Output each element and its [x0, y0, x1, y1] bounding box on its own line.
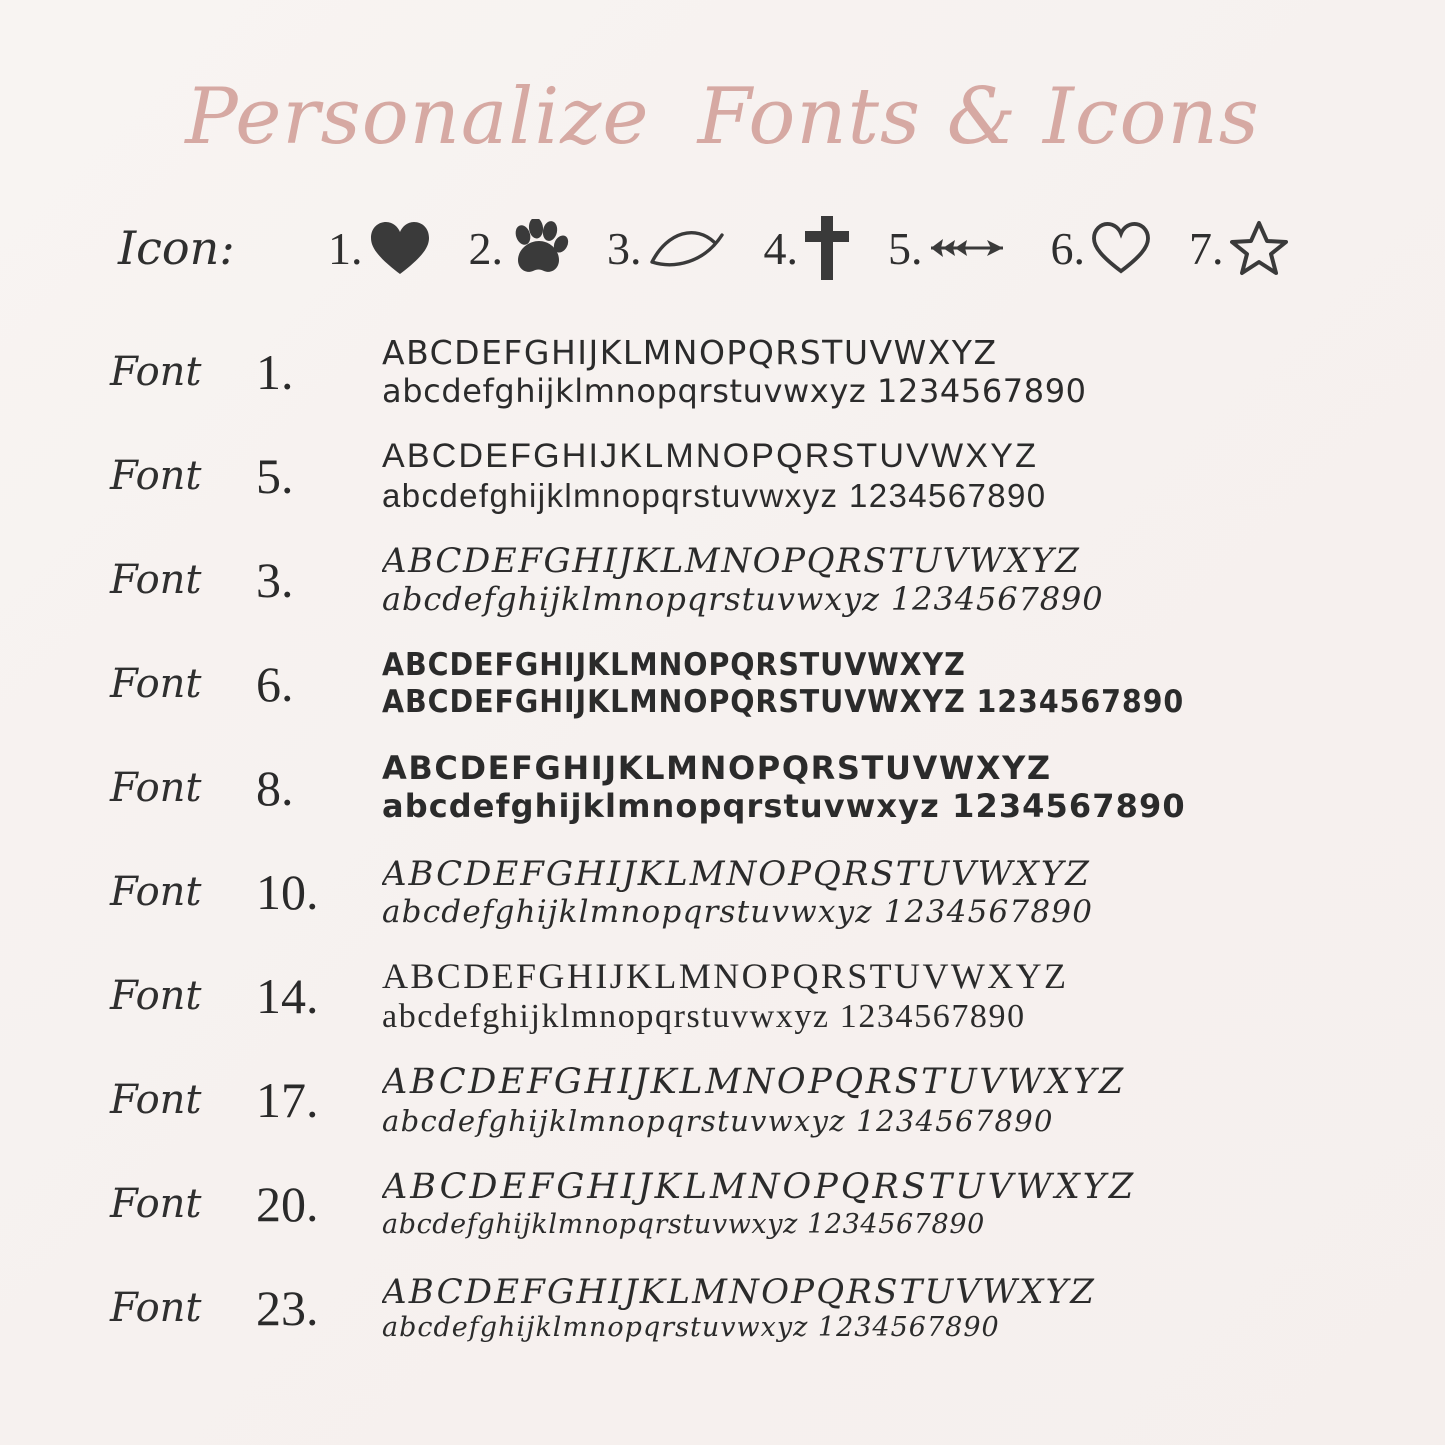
page-title-part1: Personalize: [185, 72, 650, 162]
font-sample-uppercase: ABCDEFGHIJKLMNOPQRSTUVWXYZ: [382, 750, 1052, 788]
icon-option-6-number: 6.: [1050, 222, 1085, 274]
font-sample-lowercase: abcdefghijklmnopqrstuvwxyz 1234567890: [382, 1312, 1000, 1344]
font-row-number: 17.: [256, 1072, 319, 1128]
page-title: [0, 72, 1445, 162]
font-row-label: Font: [110, 1181, 202, 1227]
font-sample-lowercase: abcdefghijklmnopqrstuvwxyz 1234567890: [382, 1208, 985, 1240]
icon-option-7[interactable]: [1189, 220, 1288, 276]
font-row-number: 5.: [256, 448, 294, 504]
font-sample-lowercase: abcdefghijklmnopqrstuvwxyz 1234567890: [382, 998, 1026, 1036]
font-row-label: Font: [110, 1077, 202, 1123]
icon-option-4[interactable]: [764, 216, 851, 280]
font-row[interactable]: [110, 528, 1355, 632]
font-sample-uppercase: ABCDEFGHIJKLMNOPQRSTUVWXYZ: [382, 1272, 1097, 1313]
font-sample-lowercase: abcdefghijklmnopqrstuvwxyz 1234567890: [382, 371, 1087, 410]
heart-filled-icon: [369, 220, 431, 276]
font-row-label: Font: [110, 661, 202, 707]
font-row[interactable]: [110, 424, 1355, 528]
font-sample-uppercase: ABCDEFGHIJKLMNOPQRSTUVWXYZ: [382, 541, 1081, 582]
font-row[interactable]: [110, 840, 1355, 944]
font-row[interactable]: [110, 1048, 1355, 1152]
font-row-number: 10.: [256, 864, 319, 920]
font-sample: [382, 647, 1355, 720]
page-title-part2: Fonts & Icons: [697, 72, 1260, 162]
font-sample-lowercase: abcdefghijklmnopqrstuvwxyz 1234567890: [382, 580, 1104, 619]
font-row-label: Font: [110, 349, 202, 395]
font-sample: [382, 955, 1355, 1038]
font-sample: [382, 1062, 1355, 1138]
font-options-list: [110, 320, 1355, 1360]
icon-option-2[interactable]: [469, 219, 570, 277]
font-sample-lowercase: ABCDEFGHIJKLMNOPQRSTUVWXYZ 1234567890: [382, 684, 1185, 720]
font-row[interactable]: [110, 1152, 1355, 1256]
icon-option-3-number: 3.: [607, 222, 642, 274]
font-sample: [382, 334, 1355, 411]
font-sample-uppercase: ABCDEFGHIJKLMNOPQRSTUVWXYZ: [382, 853, 1091, 894]
font-row-label: Font: [110, 869, 202, 915]
icon-option-5[interactable]: [888, 222, 1013, 275]
font-sample: [382, 436, 1355, 515]
font-sample-uppercase: ABCDEFGHIJKLMNOPQRSTUVWXYZ: [382, 437, 1039, 476]
font-sample-lowercase: abcdefghijklmnopqrstuvwxyz 1234567890: [382, 893, 1094, 930]
icon-option-3[interactable]: [607, 222, 726, 275]
font-sample: [382, 854, 1355, 931]
icon-option-6[interactable]: [1051, 221, 1152, 275]
font-sample: [382, 1272, 1355, 1344]
font-sample-uppercase: ABCDEFGHIJKLMNOPQRSTUVWXYZ: [382, 647, 966, 684]
paw-print-icon: [509, 219, 569, 277]
font-sample-lowercase: abcdefghijklmnopqrstuvwxyz 1234567890: [382, 476, 1047, 514]
icon-option-2-number: 2.: [468, 222, 503, 274]
icon-options-row: [118, 216, 1338, 280]
star-outline-icon: [1230, 220, 1288, 276]
font-row-label: Font: [110, 453, 202, 499]
font-row[interactable]: [110, 736, 1355, 840]
font-sample-uppercase: ABCDEFGHIJKLMNOPQRSTUVWXYZ: [382, 333, 998, 372]
font-row-label: Font: [110, 1285, 202, 1331]
icon-row-label: Icon:: [118, 221, 235, 275]
font-row-label: Font: [110, 765, 202, 811]
font-sample-uppercase: ABCDEFGHIJKLMNOPQRSTUVWXYZ: [382, 1062, 1126, 1103]
font-row[interactable]: [110, 320, 1355, 424]
font-sample: [382, 541, 1355, 619]
fish-icon: [648, 225, 726, 271]
font-row-number: 20.: [256, 1176, 319, 1232]
icon-option-1[interactable]: [328, 220, 431, 276]
font-sample-uppercase: ABCDEFGHIJKLMNOPQRSTUVWXYZ: [382, 955, 1069, 996]
font-row-number: 6.: [256, 656, 294, 712]
font-sample-lowercase: abcdefghijklmnopqrstuvwxyz 1234567890: [382, 787, 1186, 825]
font-row[interactable]: [110, 944, 1355, 1048]
font-row-number: 23.: [256, 1280, 319, 1336]
arrow-icon: [929, 231, 1013, 265]
font-row-label: Font: [110, 557, 202, 603]
font-sample: [382, 1167, 1355, 1240]
font-row[interactable]: [110, 632, 1355, 736]
font-sample-lowercase: abcdefghijklmnopqrstuvwxyz 1234567890: [382, 1103, 1054, 1138]
font-row-number: 1.: [256, 344, 294, 400]
font-row-number: 14.: [256, 968, 319, 1024]
icon-option-1-number: 1.: [328, 222, 363, 274]
font-row-number: 8.: [256, 760, 294, 816]
icon-option-7-number: 7.: [1189, 222, 1224, 274]
font-sample-uppercase: ABCDEFGHIJKLMNOPQRSTUVWXYZ: [382, 1167, 1137, 1208]
cross-icon: [804, 216, 850, 280]
icon-option-5-number: 5.: [888, 222, 923, 274]
font-row-label: Font: [110, 973, 202, 1019]
icon-option-4-number: 4.: [763, 222, 798, 274]
font-row[interactable]: [110, 1256, 1355, 1360]
font-row-number: 3.: [256, 552, 294, 608]
heart-outline-icon: [1091, 221, 1151, 275]
font-sample: [382, 750, 1355, 826]
